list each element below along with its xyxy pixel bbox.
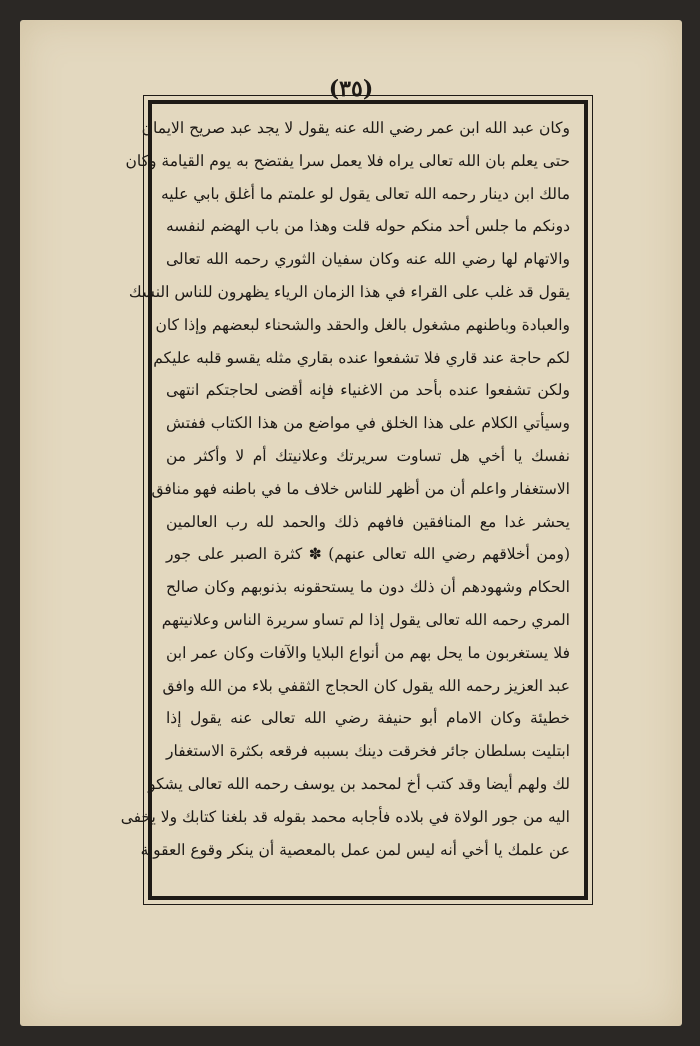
text-line: خطيئة وكان الامام أبو حنيفة رضي الله تعالى عنه يقول إذا (166, 709, 570, 728)
text-line: حتى يعلم بان الله تعالى يراه فلا يعمل سرا يفتضح به يوم القيامة وكان (125, 151, 570, 170)
text-line: لكم حاجة عند قاري فلا تشفعوا عنده بقاري مثله يقسو قلبه عليكم (153, 348, 570, 367)
text-line: عبد العزيز رحمه الله يقول كان الحجاج الثقفي بلاء من الله وافق (162, 676, 570, 695)
text-line: ولكن تشفعوا عنده بأحد من الاغنياء فإنه أقضى لحاجتكم انتهى (166, 381, 570, 400)
book-page (20, 20, 682, 1026)
text-line: المري رحمه الله تعالى يقول إذا لم تساو سريرة الناس وعلانيتهم (161, 610, 570, 629)
text-line: والعبادة وباطنهم مشغول بالغل والحقد والشحناء لبعضهم وإذا كان (155, 315, 570, 334)
text-line: الاستغفار واعلم أن من أظهر للناس خلاف ما في باطنه فهو منافق (151, 479, 570, 498)
section-heading-line: (ومن أخلاقهم رضي الله تعالى عنهم) ✽ كثرة الصبر على جور (166, 545, 570, 564)
text-frame (120, 100, 588, 900)
text-line: يقول قد غلب على القراء في هذا الزمان الرياء يظهرون للناس النسك (128, 282, 570, 301)
text-line: وسيأتي الكلام على هذا الخلق في مواضع من هذا الكتاب ففتش (166, 414, 570, 433)
text-line: الحكام وشهودهم أن ذلك دون ما يستحقونه بذنوبهم وكان صالح (166, 578, 570, 597)
page-number: (٣٥) (328, 76, 374, 102)
text-line: عن علمك يا أخي أنه ليس لمن عمل بالمعصية أن ينكر وقوع العقوبة (140, 840, 570, 859)
text-line: والاتهام لها رضي الله عنه وكان سفيان الثوري رحمه الله تعالى (166, 250, 570, 269)
text-block (120, 112, 570, 888)
text-line: مالك ابن دينار رحمه الله تعالى يقول لو علمتم ما أغلق بابي عليه (160, 184, 570, 203)
text-line: اليه من جور الولاة في بلاده فأجابه محمد بقوله قد بلغنا كتابك ولا يخفى (120, 807, 570, 826)
text-line: يحشر غدا مع المنافقين فافهم ذلك والحمد لله رب العالمين (166, 512, 570, 531)
text-line: دونكم ما جلس أحد منكم حوله قلت وهذا من باب الهضم لنفسه (166, 217, 570, 236)
text-line: ابتليت بسلطان جائر فخرقت دينك بسببه فرقعه بكثرة الاستغفار (166, 742, 570, 761)
text-line: فلا يستغربون ما يحل بهم من أنواع البلايا والآفات وكان عمر ابن (166, 643, 570, 662)
text-line: نفسك يا أخي هل تساوت سريرتك وعلانيتك أم لا وأكثر من (166, 446, 570, 465)
text-line: وكان عبد الله ابن عمر رضي الله عنه يقول لا يجد عبد صريح الايمان (141, 119, 570, 137)
text-line: لك ولهم أيضا وقد كتب أخ لمحمد بن يوسف رحمه الله تعالى يشكو (148, 774, 570, 793)
